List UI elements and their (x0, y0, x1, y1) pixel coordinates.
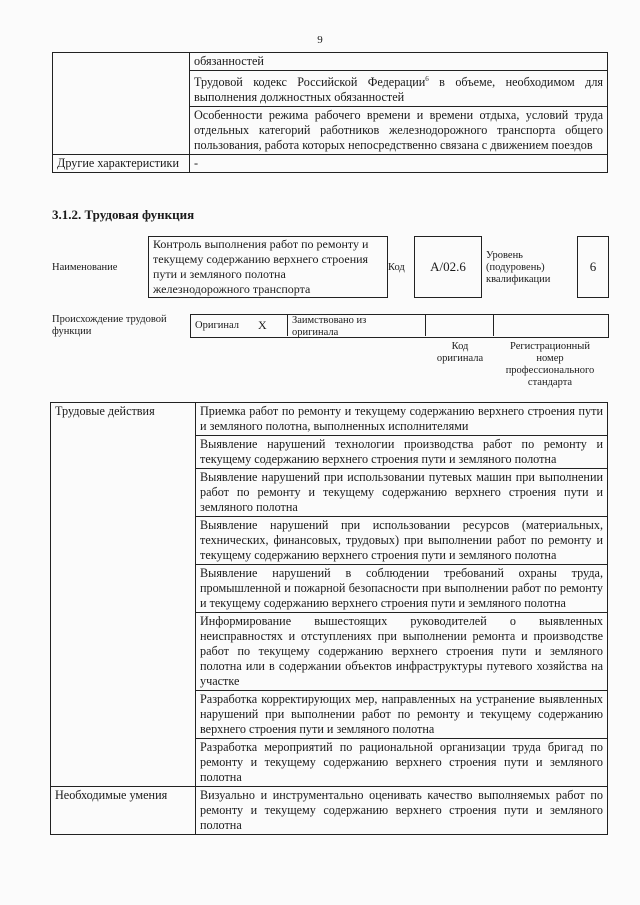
row-label-required-skills: Необходимые умения (51, 787, 196, 835)
origin-label: Происхождение трудовой функции (52, 314, 167, 337)
code-label: Код (388, 262, 405, 273)
table-cell: Разработка корректирующих мер, направленных на устранение выявленных нарушений при выполнении работ по ремонту и текущему содержанию верхнего строения пути и земляного полотна (196, 691, 608, 739)
reg-number-caption: Регистрационный номер профессионального стандарта (505, 341, 595, 388)
table-cell: Выявление нарушений технологии производства работ по ремонту и текущему содержанию верхнего строения пути и земляного полотна (196, 436, 608, 469)
divider (425, 314, 426, 336)
table-row (51, 787, 608, 835)
table-cell: Выявление нарушений при использовании путевых машин при выполнении работ по ремонту и текущему содержанию верхнего строения пути и земляного полотна (196, 469, 608, 517)
labor-functions-table (50, 402, 608, 835)
section-heading: 3.1.2. Трудовая функция (52, 207, 195, 222)
cell-text: Трудовой кодекс Российской Федерации (194, 75, 426, 90)
table-cell: Выявление нарушений при использовании ресурсов (материальных, технических, финансовых, трудовых) при выполнении работ по ремонту и текущему содержанию верхнего строения пути и земляного полотна (196, 517, 608, 565)
footnote-ref: 6 (425, 75, 429, 83)
original-label: Оригинал (195, 320, 239, 331)
table-row (51, 403, 608, 436)
divider (493, 314, 494, 336)
table-cell: Информирование вышестоящих руководителей о выявленных неисправностях и отступлениях при выполнении ремонта и производстве работ по текущему содержанию верхнего строения пути и земляного полотна или в содержании объектов инфраструктуры путевого хозяйства на участке (196, 613, 608, 691)
level-label: Уровень (подуровень) квалификации (486, 250, 551, 285)
level-value: 6 (577, 236, 609, 298)
continuation-table (52, 52, 608, 173)
divider (287, 314, 288, 336)
code-original-caption: Код оригинала (436, 341, 484, 364)
table-cell (190, 71, 608, 107)
cell-text: в объеме, необходимом для выполнения должностных обязанностей (194, 75, 604, 105)
function-name: Контроль выполнения работ по ремонту и текущему содержанию верхнего строения пути и земляного полотна железнодорожного транспорта (148, 236, 388, 298)
row-label-other: Другие характеристики (53, 155, 190, 173)
table-cell: обязанностей (190, 53, 608, 71)
code-value: А/02.6 (414, 236, 482, 298)
original-mark: X (258, 318, 267, 332)
row-label-labor-actions: Трудовые действия (51, 403, 196, 787)
table-cell: Визуально и инструментально оценивать качество выполняемых работ по ремонту и текущему содержанию верхнего строения пути и земляного полотна (196, 787, 608, 835)
table-cell: Особенности режима рабочего времени и времени отдыха, условий труда отдельных категорий работников железнодорожного транспорта общего пользования, работа которых непосредственно связана с движением поездов (190, 107, 608, 155)
table-cell: Разработка мероприятий по рациональной организации труда бригад по ремонту и текущему содержанию верхнего строения пути и земляного полотна (196, 739, 608, 787)
empty-label-cell (53, 53, 190, 155)
borrowed-label: Заимствовано из оригинала (292, 315, 367, 338)
table-cell: Приемка работ по ремонту и текущему содержанию верхнего строения пути и земляного полотна, выполненных исполнителями (196, 403, 608, 436)
table-cell: Выявление нарушений в соблюдении требований охраны труда, промышленной и пожарной безопасности при выполнении работ по ремонту и текущему содержанию верхнего строения пути и земляного полотна (196, 565, 608, 613)
table-cell: - (190, 155, 608, 173)
page-number: 9 (317, 34, 323, 46)
name-label: Наименование (52, 262, 118, 273)
